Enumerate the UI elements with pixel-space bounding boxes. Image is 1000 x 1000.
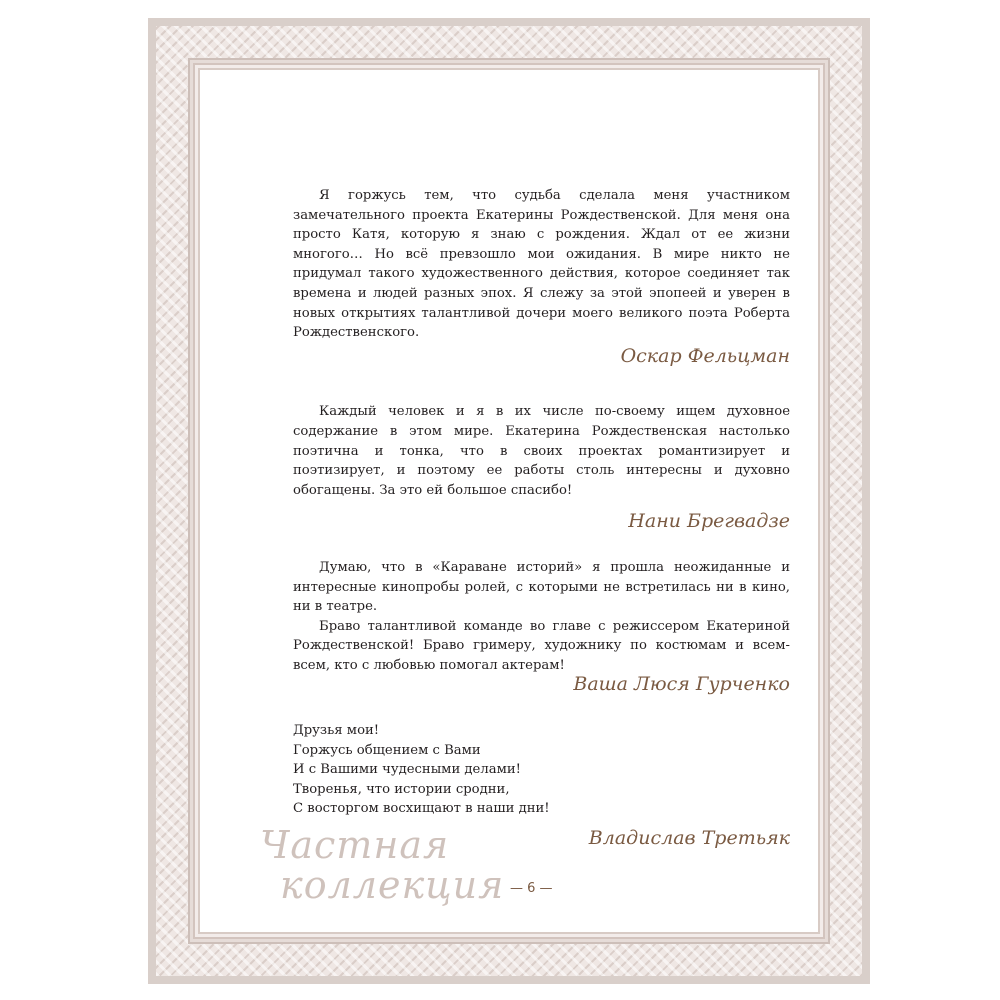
testimonial-text: Думаю, что в «Караване историй» я прошла неожиданные и интересные кинопробы ролей, с которыми не встретилась ни в кино, ни в театре. [293, 559, 790, 615]
poem-line: Горжусь общением с Вами [293, 742, 481, 758]
signature: Ваша Люся Гурченко [573, 673, 790, 696]
testimonials [293, 186, 790, 849]
testimonial-text: Я горжусь тем, что судьба сделала меня участником замечательного проекта Екатерины Рождественской. Для меня она просто Катя, которую я знаю с рождения. Ждал от ее жизни многого… Но всё превзошло мои ожидания. В мире никто не придумал такого художественного действия, которое соединяет так времена и людей разных эпох. Я слежу за этой эпопеей и уверен в новых открытиях талантливой дочери моего великого поэта Роберта Рождественского. [293, 188, 790, 341]
testimonial-text: Каждый человек и я в их числе по-своему ищем духовное содержание в этом мире. Екатерина Рождественская настолько поэтична и тонка, что в своих проектах романтизирует и поэтизирует, и поэтому ее работы столь интересны и духовно обогащены. За это ей большое спасибо! [293, 404, 790, 498]
poem-line: Творенья, что истории сродни, [293, 781, 510, 797]
logo-line: Частная [260, 823, 450, 867]
poem-line: Друзья мои! [293, 723, 380, 739]
poem-line: С восторгом восхищают в наши дни! [293, 801, 550, 817]
poem [293, 721, 790, 819]
testimonial-text: Браво талантливой команде во главе с режиссером Екатериной Рождественской! Браво гримеру, художнику по костюмам и всем-всем, кто с любовью помогал актерам! [293, 618, 790, 673]
page-number: — 6 — [510, 881, 553, 896]
poem-line: И с Вашими чудесными делами! [293, 762, 521, 778]
signature: Владислав Третьяк [588, 827, 790, 850]
signature: Нани Брегвадзе [628, 510, 790, 533]
signature: Оскар Фельцман [620, 344, 790, 367]
collection-logo [258, 823, 505, 915]
logo-line: коллекция [280, 863, 505, 907]
